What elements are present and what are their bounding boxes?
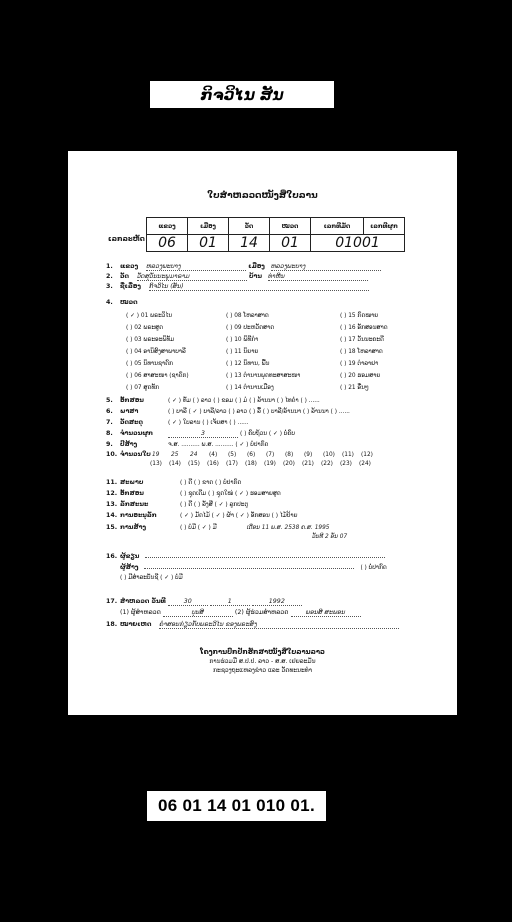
row-number: 1. [106,263,113,270]
leaf-count: (5) [228,452,237,458]
leaf-count-row-2 [150,461,378,467]
survey-year: 1992 [252,598,302,606]
row-number: 17. [106,598,118,605]
row-label: ອັກສອນ [120,397,144,404]
row-number: 3. [106,283,113,290]
row-label: ປີສ້າງ [120,441,138,448]
code-value: 06 [147,235,188,252]
row-language [106,408,350,415]
row-label: ຈຳນວນໃບ [120,451,151,458]
form-title: ໃບສຳຫລວດໜັງສືໃບລານ [207,191,318,201]
category-option: ( ) 09 ປະຫວັດສາດ [226,325,275,331]
category-option: ( ) 02 ພຣະສູດ [126,325,163,331]
category-col-1 [126,310,189,394]
category-option: ( ) 04 ອານິສົງສາພາບາລີ [126,349,186,355]
leaf-count: 24 [190,452,198,458]
row-label: ຜູ້ສ້າງ [120,564,139,571]
code-header: ແຂວງ [147,218,188,235]
leaf-count: (15) [188,461,200,467]
surveyor-label: (1) ຜູ້ສຳຫລວດ [120,609,161,616]
category-option: ( ) 20 ຮອມສາຍ [340,373,381,379]
script-options: ( ✓ ) ທັມ ( ) ລາວ ( ) ຂອມ ( ) ມໍ ( ) ລ້ານນາ ( ) ໄທດຳ ( ) ...... [168,398,320,404]
row-category [106,299,138,306]
row-number: 13. [106,501,118,508]
row-label: ວັດ [120,273,129,280]
code-value: 01 [270,235,311,252]
footer-cooperation: ການຮ່ວມມື ສ.ປ.ປ. ລາວ - ສ.ສ. ເຢຍລະມັນ [209,658,316,665]
material-options: ( ✓ ) ໃບລານ ( ) ເຈ້ຍສາ ( ) ...... [168,420,249,426]
code-label: ເລກລະຫັດ [108,235,145,243]
temple-value: ວັດສຸວັນນະພູມາຣາມ [137,273,247,281]
row-label: ອັກສອນ [120,490,144,497]
row-label: ລັກສະນະ [120,501,149,508]
row-label: ບ້ານ [248,273,262,280]
footer-project: ໂຄງການປົກປັກຮັກສາໜັງສືໃບລານລາວ [200,648,325,656]
category-option: ( ) 14 ຕຳນານເມືອງ [226,385,274,391]
row-number: 2. [106,273,113,280]
row-material [106,419,249,426]
category-option: ( ) 06 ສາສະໜາ (ຊາດົກ) [126,373,189,379]
row-label: ວັດສະດຸ [120,419,143,426]
preservation-options: ( ✓ ) ມັດໄມ້ ( ✓ ) ຜ້າ ( ✓ ) ອັກສອນ ( ) ໄມ້ປ້າຍ [180,513,298,519]
category-col-3 [340,310,388,394]
bundle-count-value: 3 [168,430,238,438]
row-preservation [106,512,298,519]
leaf-count: 25 [171,452,179,458]
leaf-count: (21) [302,461,314,467]
row-label: ຜູ້ຂຽນ [120,553,140,560]
leaf-count: (16) [207,461,219,467]
row-label: ການສ້າງ [120,524,147,531]
leaf-count: (7) [266,452,275,458]
creation-date-2: ວັນທີ 2 ອັນ 07 [312,534,348,540]
code-header: ເມືອງ [188,218,229,235]
row-number: 5. [106,397,113,404]
leaf-count: (9) [304,452,313,458]
row-writing [106,490,281,497]
leaf-count: 19 [152,452,160,458]
footer-ministry: ກະຊວງຖະແຫລງຂ່າວ ແລະ ວັດທະນະທຳ [213,667,312,674]
leaf-count: (10) [323,452,335,458]
code-value: 14 [229,235,270,252]
district-value: ຫລວງພະບາງ [271,263,381,271]
row-survey-date [106,598,302,606]
category-option: ( ) 03 ພຣະອະພິທັມ [126,337,175,343]
code-header: ເລກທີຜູກ [364,218,405,235]
leaf-count: (6) [247,452,256,458]
row-label: ສຳຫລວດ ວັນທີ [120,598,166,605]
category-option: ( ) 10 ພິທີກຳ [226,337,259,343]
row-surveyors [120,609,361,617]
leaf-count: (11) [342,452,354,458]
appearance-options: ( ) ດີ ( ) ລັງສີ ( ✓ ) ລູກປະຕູ [180,502,249,508]
survey-month: 1 [210,598,250,606]
leaf-count: (4) [209,452,218,458]
row-appearance [106,501,248,508]
year-options: ຈ.ສ. .......... ພ.ສ. .......... ( ✓ ) ບໍ່ປາກົດ [168,442,269,448]
leaf-count: (19) [264,461,276,467]
row-label: ສະພາບ [120,479,144,486]
survey-day: 30 [168,598,208,606]
row-number: 16. [106,553,118,560]
leaf-count: (20) [283,461,295,467]
row-scribe [106,553,385,560]
row-label: ເມືອງ [248,263,265,270]
leaf-count: (12) [361,452,373,458]
row-number: 9. [106,441,113,448]
bundle-options: ( ) ຄົບຖ້ວນ ( ✓ ) ບໍ່ຄົບ [240,431,296,437]
code-header: ວັດ [229,218,270,235]
row-number: 4. [106,299,113,306]
category-option: ( ) 15 ກົດໝາຍ [340,313,379,319]
code-header: ເລກທີມັດ [311,218,364,235]
row-sponsor [120,564,387,571]
row-number: 8. [106,430,113,437]
row-number: 14. [106,512,118,519]
category-col-2 [226,310,300,394]
condition-options: ( ) ດີ ( ) ຂາດ ( ) ບໍ່ປາກົດ [180,480,242,486]
row-number: 6. [106,408,113,415]
row-label: ໝາຍເຫດ [120,621,152,628]
row-label: ຊື່ເລື່ອງ [120,283,141,290]
leaf-count: (18) [245,461,257,467]
category-option: ( ) 19 ຕຳລາຢາ [340,361,379,367]
category-option: ( ) 07 ສູດທັກ [126,385,160,391]
co-surveyor-name: ພອນສີ ສະພອນ [291,609,361,617]
category-option: ( ) 18 ໂຫລາສາດ [340,349,383,355]
row-label: ການອະນຸລັກ [120,512,157,519]
manuscript-code-label: 06 01 14 01 010 01. [147,791,326,821]
code-header: ໝວດ [270,218,311,235]
manuscript-title-label: ກິຈວິໄນ ສັນ [150,81,334,108]
row-number: 15. [106,524,118,531]
category-option: ( ) 12 ນິທານ, ພື້ນ [226,361,270,367]
row-leaf-count [106,451,380,458]
village-value: ທ່າຫີນ [268,273,368,281]
leaf-count: (13) [150,461,162,467]
row-bundle-count [106,430,295,438]
row-province [106,263,381,271]
remarks-value: ຄຳສອນກ່ຽວກັບພຣະວິໄນ ຂອງພຣະສົງ [159,621,399,629]
survey-form-sheet [68,151,457,715]
row-story-title [106,283,369,291]
category-option: ( ) 21 ອື່ນໆ [340,385,369,391]
row-number: 12. [106,490,118,497]
row-label: ຈຳນວນຜູກ [120,430,153,437]
province-value: ຫລວງພະບາງ [146,263,246,271]
code-value: 01 [188,235,229,252]
leaf-count: (24) [359,461,371,467]
category-option: ( ) 17 ວັນນະຄະດີ [340,337,384,343]
surveyor-name: ບຸນສີ [163,609,233,617]
category-option: ( ) 16 ອັກສອນສາດ [340,325,388,331]
story-title-value: ກິຈວິໄນ (ສັນ) [149,283,369,291]
row-year [106,441,268,448]
row-label: ໝວດ [120,299,138,306]
creation-date: ເດືອນ 11 ພ.ສ. 2538 ຄ.ສ. 1995 [246,525,330,531]
category-option: ( ) 11 ນິຍາຍ [226,349,259,355]
row-number: 10. [106,451,118,458]
row-label: ແຂວງ [120,263,139,270]
category-option: ( ✓ ) 01 ພຣະວິໄນ [126,313,173,319]
row-label: ພາສາ [120,408,139,415]
row-number: 7. [106,419,113,426]
language-options: ( ) ບາລີ ( ✓ ) ບາລີ/ລາວ ( ) ລາວ ( ) ລື້ ( ) ບາລີ/ລ້ານນາ ( ) ລ້ານນາ ( ) ...... [168,409,350,415]
sponsor-option: ( ) ບໍ່ປາກົດ [360,565,387,571]
row-creation [106,524,330,531]
leaf-count: (23) [340,461,352,467]
row-temple [106,273,368,281]
writing-options: ( ) ຊຸດເດີມ ( ) ຊຸດໃໝ່ ( ✓ ) ຮອມສາຍສູດ [180,491,281,497]
row-remarks [106,621,399,629]
row-script [106,397,320,404]
row-condition [106,479,241,486]
leaf-count: (8) [285,452,294,458]
category-option: ( ) 05 ນິທານຊາດົກ [126,361,173,367]
leaf-count: (22) [321,461,333,467]
row-number: 18. [106,621,118,628]
code-value: 01001 [311,235,405,252]
category-option: ( ) 08 ໂຫລາສາດ [226,313,269,319]
code-table [146,217,405,252]
leaf-count: (14) [169,461,181,467]
co-surveyor-label: (2) ຜູ້ຮ່ວມສຳຫລວດ [234,609,289,616]
category-option: ( ) 13 ຕຳນານພຸດທະສາສະໜາ [226,373,301,379]
leaf-count: (17) [226,461,238,467]
row-number: 11. [106,479,118,486]
row-16-note: ( ) ມີສຳລະບັນຊີ ( ✓ ) ບໍ່ມີ [120,575,183,581]
creation-options: ( ) ບໍ່ມີ ( ✓ ) ມີ [180,525,217,531]
